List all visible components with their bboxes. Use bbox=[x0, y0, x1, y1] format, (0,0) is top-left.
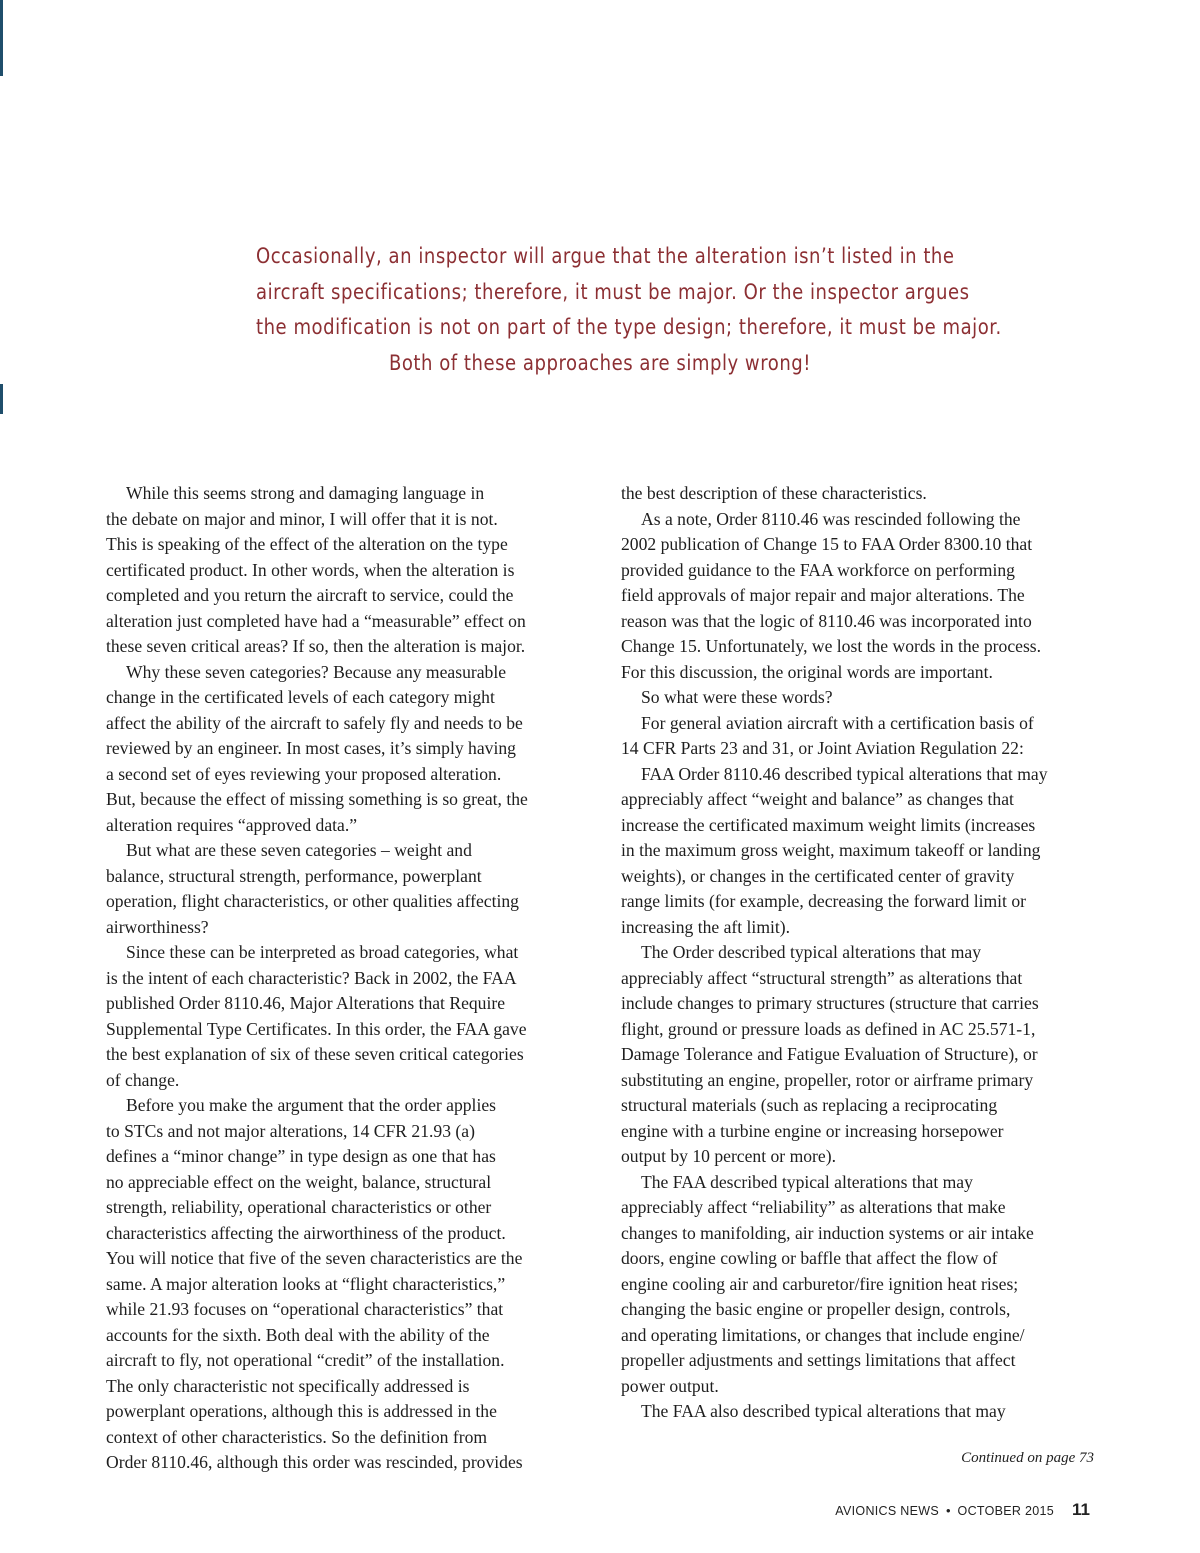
text-line: So what were these words? bbox=[641, 687, 833, 707]
pull-quote-line: Occasionally, an inspector will argue that the alteration isn’t listed in the bbox=[256, 244, 955, 268]
article-paragraph bbox=[106, 481, 590, 660]
article-paragraph bbox=[106, 838, 590, 940]
text-line: defines a “minor change” in type design as one that has bbox=[106, 1146, 496, 1166]
continued-note: Continued on page 73 bbox=[961, 1450, 1094, 1466]
text-line: power output. bbox=[621, 1375, 719, 1396]
text-line: field approvals of major repair and major alterations. The bbox=[621, 585, 1025, 605]
text-line: But, because the effect of missing something is so great, the bbox=[106, 789, 528, 809]
text-line: a second set of eyes reviewing your proposed alteration. bbox=[106, 763, 502, 784]
text-line: alteration requires “approved data.” bbox=[106, 814, 358, 835]
text-line: range limits (for example, decreasing the forward limit or bbox=[621, 891, 1026, 911]
text-line: doors, engine cowling or baffle that affect the flow of bbox=[621, 1248, 998, 1268]
text-line: FAA Order 8110.46 described typical alterations that may bbox=[641, 763, 1048, 784]
text-line: published Order 8110.46, Major Alterations that Require bbox=[106, 993, 506, 1013]
text-line: the best description of these characteristics. bbox=[621, 483, 927, 503]
text-line: You will notice that five of the seven characteristics are the bbox=[106, 1248, 523, 1268]
pull-quote-line: the modification is not on part of the type design; therefore, it must be major. bbox=[256, 315, 1002, 339]
text-line: The Order described typical alterations that may bbox=[641, 942, 982, 962]
issue-date: OCTOBER 2015 bbox=[957, 1504, 1055, 1518]
text-line: Since these can be interpreted as broad categories, what bbox=[126, 942, 519, 962]
article-paragraph bbox=[621, 507, 1106, 686]
page-footer bbox=[835, 1500, 1090, 1520]
pull-quote bbox=[256, 239, 1002, 381]
text-line: For this discussion, the original words are important. bbox=[621, 661, 993, 682]
text-line: propeller adjustments and settings limitations that affect bbox=[621, 1350, 1016, 1370]
text-line: The FAA described typical alterations that may bbox=[641, 1171, 973, 1192]
article-column-right bbox=[621, 481, 1106, 1425]
article-paragraph bbox=[621, 711, 1106, 762]
text-line: these seven critical areas? If so, then the alteration is major. bbox=[106, 636, 526, 656]
text-line: aircraft to fly, not operational “credit” of the installation. bbox=[106, 1350, 505, 1370]
text-line: balance, structural strength, performance, powerplant bbox=[106, 865, 482, 886]
text-line: But what are these seven categories – weight and bbox=[126, 840, 472, 860]
text-line: For general aviation aircraft with a certification basis of bbox=[641, 712, 1034, 733]
text-line: provided guidance to the FAA workforce on performing bbox=[621, 559, 1015, 580]
footer-separator: • bbox=[945, 1503, 951, 1518]
text-line: affect the ability of the aircraft to safely fly and needs to be bbox=[106, 712, 523, 733]
text-line: weights), or changes in the certificated center of gravity bbox=[621, 865, 1015, 886]
article-paragraph bbox=[106, 1093, 590, 1476]
text-line: engine cooling air and carburetor/fire ignition heat rises; bbox=[621, 1273, 1019, 1294]
text-line: accounts for the sixth. Both deal with the ability of the bbox=[106, 1324, 490, 1345]
text-line: in the maximum gross weight, maximum takeoff or landing bbox=[621, 840, 1041, 860]
text-line: context of other characteristics. So the definition from bbox=[106, 1426, 488, 1447]
text-line: The only characteristic not specifically addressed is bbox=[106, 1375, 470, 1396]
article-column-left bbox=[106, 481, 590, 1476]
text-line: appreciably affect “structural strength” as alterations that bbox=[621, 967, 1023, 988]
article-paragraph bbox=[621, 1170, 1106, 1400]
text-line: changing the basic engine or propeller design, controls, bbox=[621, 1299, 1011, 1319]
text-line: substituting an engine, propeller, rotor or airframe primary bbox=[621, 1069, 1034, 1090]
text-line: The FAA also described typical alterations that may bbox=[641, 1401, 1006, 1421]
text-line: while 21.93 focuses on “operational characteristics” that bbox=[106, 1299, 504, 1319]
page-number: 11 bbox=[1072, 1500, 1090, 1519]
article-paragraph bbox=[621, 481, 1106, 507]
text-line: Why these seven categories? Because any measurable bbox=[126, 661, 507, 682]
text-line: 2002 publication of Change 15 to FAA Order 8300.10 that bbox=[621, 534, 1033, 554]
text-line: same. A major alteration looks at “flight characteristics,” bbox=[106, 1273, 506, 1294]
text-line: reason was that the logic of 8110.46 was incorporated into bbox=[621, 610, 1032, 631]
text-line: reviewed by an engineer. In most cases, it’s simply having bbox=[106, 738, 516, 758]
text-line: While this seems strong and damaging language in bbox=[126, 483, 485, 503]
text-line: engine with a turbine engine or increasing horsepower bbox=[621, 1120, 1004, 1141]
text-line: completed and you return the aircraft to service, could the bbox=[106, 585, 514, 605]
text-line: As a note, Order 8110.46 was rescinded following the bbox=[641, 508, 1021, 529]
text-line: the debate on major and minor, I will offer that it is not. bbox=[106, 508, 498, 529]
text-line: This is speaking of the effect of the alteration on the type bbox=[106, 534, 508, 554]
text-line: powerplant operations, although this is addressed in the bbox=[106, 1401, 497, 1421]
text-line: to STCs and not major alterations, 14 CFR 21.93 (a) bbox=[106, 1120, 475, 1141]
text-line: alteration just completed have had a “measurable” effect on bbox=[106, 610, 526, 631]
page-edge-marker-top bbox=[0, 0, 3, 76]
article-paragraph bbox=[106, 660, 590, 839]
text-line: 14 CFR Parts 23 and 31, or Joint Aviation Regulation 22: bbox=[621, 738, 1024, 758]
text-line: of change. bbox=[106, 1069, 180, 1090]
pull-quote-line: Both of these approaches are simply wrong! bbox=[388, 350, 812, 375]
text-line: strength, reliability, operational characteristics or other bbox=[106, 1197, 492, 1217]
article-paragraph bbox=[621, 685, 1106, 711]
text-line: characteristics affecting the airworthiness of the product. bbox=[106, 1222, 506, 1243]
publication-name: AVIONICS NEWS bbox=[835, 1504, 939, 1518]
text-line: Supplemental Type Certificates. In this order, the FAA gave bbox=[106, 1018, 527, 1039]
text-line: increasing the aft limit). bbox=[621, 916, 791, 937]
text-line: appreciably affect “weight and balance” as changes that bbox=[621, 789, 1014, 809]
text-line: Order 8110.46, although this order was rescinded, provides bbox=[106, 1452, 523, 1472]
text-line: and operating limitations, or changes that include engine/ bbox=[621, 1324, 1025, 1345]
text-line: the best explanation of six of these seven critical categories bbox=[106, 1044, 524, 1064]
article-paragraph bbox=[621, 1399, 1106, 1425]
article-paragraph bbox=[106, 940, 590, 1093]
text-line: increase the certificated maximum weight limits (increases bbox=[621, 814, 1036, 835]
page-edge-marker-middle bbox=[0, 384, 3, 414]
text-line: is the intent of each characteristic? Back in 2002, the FAA bbox=[106, 967, 517, 988]
text-line: appreciably affect “reliability” as alterations that make bbox=[621, 1197, 1006, 1217]
text-line: include changes to primary structures (structure that carries bbox=[621, 993, 1039, 1013]
text-line: output by 10 percent or more). bbox=[621, 1146, 836, 1166]
text-line: Damage Tolerance and Fatigue Evaluation of Structure), or bbox=[621, 1044, 1038, 1064]
text-line: structural materials (such as replacing a reciprocating bbox=[621, 1095, 998, 1115]
article-paragraph bbox=[621, 940, 1106, 1170]
text-line: certificated product. In other words, when the alteration is bbox=[106, 559, 515, 580]
text-line: airworthiness? bbox=[106, 916, 209, 937]
article-paragraph bbox=[621, 762, 1106, 941]
text-line: change in the certificated levels of each category might bbox=[106, 687, 495, 707]
text-line: operation, flight characteristics, or other qualities affecting bbox=[106, 891, 519, 911]
text-line: no appreciable effect on the weight, balance, structural bbox=[106, 1171, 492, 1192]
text-line: flight, ground or pressure loads as defined in AC 25.571-1, bbox=[621, 1018, 1036, 1039]
pull-quote-line: aircraft specifications; therefore, it must be major. Or the inspector argues bbox=[256, 279, 970, 304]
text-line: Before you make the argument that the order applies bbox=[126, 1095, 496, 1115]
text-line: changes to manifolding, air induction systems or air intake bbox=[621, 1222, 1034, 1243]
text-line: Change 15. Unfortunately, we lost the words in the process. bbox=[621, 636, 1042, 656]
